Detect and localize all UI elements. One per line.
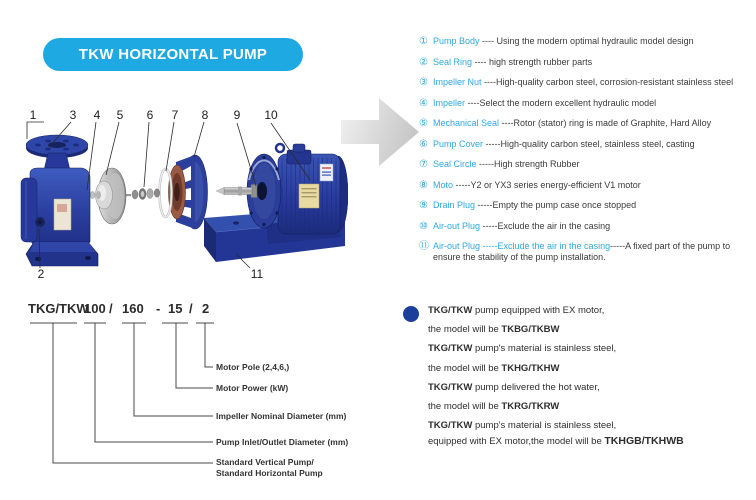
variant-line: TKG/TKW pump's material is stainless steel, <box>428 420 617 432</box>
model-segment-pole: 2 <box>202 301 210 316</box>
variant-line: TKG/TKW pump's material is stainless steel, <box>428 343 617 355</box>
part-number-7: 7 <box>171 108 179 122</box>
parts-list-item-10 <box>419 221 756 232</box>
label-pump-type-line1: Standard Vertical Pump/ <box>216 457 314 467</box>
item-number-icon: ② <box>419 56 428 68</box>
part-number-5: 5 <box>116 108 124 122</box>
item-text: Air-out Plug -----Exclude the air in the casing <box>433 220 611 231</box>
variant-line: the model will be TKHG/TKHW <box>428 362 560 374</box>
item-text: Seal Circle -----High strength Rubber <box>433 159 580 169</box>
part-number-6: 6 <box>146 108 154 122</box>
model-segment-impeller: 160 <box>122 301 144 316</box>
model-separator: / <box>109 301 113 316</box>
variant-line: the model will be TKRG/TKRW <box>428 400 560 412</box>
item-number-icon: ⑦ <box>419 159 428 170</box>
label-inlet-outlet-diameter: Pump Inlet/Outlet Diameter (mm) <box>216 437 349 447</box>
parts-list-item-5 <box>419 118 756 129</box>
pump-exploded-diagram <box>8 96 348 296</box>
item-text: Pump Cover -----High-quality carbon steel, stainless steel, casting <box>433 138 695 149</box>
item-number-icon: ⑪ <box>419 241 429 252</box>
part-number-9: 9 <box>233 108 241 122</box>
part-number-10: 10 <box>264 108 278 122</box>
variant-line: equipped with EX motor,the model will be TKHGB/TKHWB <box>428 435 684 448</box>
parts-list <box>419 36 756 273</box>
item-text: Seal Ring ---- high strength rubber parts <box>433 56 593 67</box>
pump-cover <box>169 155 208 229</box>
parts-list-item-6 <box>419 139 756 150</box>
part-number-8: 8 <box>201 108 209 122</box>
page-title: TKW HORIZONTAL PUMP <box>78 46 268 63</box>
label-pump-type-line2: Standard Horizontal Pump <box>216 467 323 478</box>
pump-body <box>21 135 98 266</box>
part-number-1: 1 <box>29 108 37 122</box>
part-number-11: 11 <box>250 267 264 281</box>
parts-list-item-2 <box>419 57 756 68</box>
variant-line: the model will be TKBG/TKBW <box>428 324 560 336</box>
variant-line: TKG/TKW pump delivered the hot water, <box>428 381 600 393</box>
parts-list-item-1 <box>419 36 756 47</box>
model-separator: - <box>156 301 161 316</box>
item-text: Impeller ----Select the modern excellent hydraulic model <box>433 97 657 108</box>
item-number-icon: ① <box>419 36 428 47</box>
page-title-banner <box>43 38 303 71</box>
label-pump-type <box>216 457 323 478</box>
motor-shaft <box>216 185 257 198</box>
item-number-icon: ⑩ <box>419 220 428 232</box>
model-segment-series: TKG/TKW <box>28 301 89 316</box>
label-motor-power: Motor Power (kW) <box>216 383 289 393</box>
parts-list-item-8 <box>419 180 756 191</box>
item-number-icon: ⑨ <box>419 200 428 211</box>
item-text: Air-out Plug -----Exclude the air in the casing-----A fixed part of the pump to ensure the stability of the pump installation. <box>433 241 733 262</box>
item-text: Pump Body ---- Using the modern optimal hydraulic model design <box>433 36 694 46</box>
label-impeller-diameter: Impeller Nominal Diameter (mm) <box>216 411 347 421</box>
model-segment-power: 15 <box>168 301 183 316</box>
item-number-icon: ⑥ <box>419 138 428 150</box>
part-number-2: 2 <box>37 267 45 281</box>
parts-list-item-4 <box>419 98 756 109</box>
right-arrow-icon <box>341 94 421 170</box>
parts-list-item-11 <box>419 241 756 263</box>
impeller <box>96 168 127 224</box>
item-number-icon: ⑤ <box>419 118 428 129</box>
model-separator: / <box>189 301 193 316</box>
item-number-icon: ③ <box>419 77 428 88</box>
parts-list-item-3 <box>419 77 756 88</box>
variant-line: TKG/TKW pump equipped with EX motor, <box>428 305 605 316</box>
model-segment-inlet: 100 <box>84 301 106 316</box>
item-text: Mechanical Seal ----Rotor (stator) ring is made of Graphite, Hard Alloy <box>433 118 712 128</box>
item-text: Moto -----Y2 or YX3 series energy-efficient V1 motor <box>433 179 641 190</box>
item-text: Impeller Nut ----High-quality carbon steel, corrosion-resistant stainless steel <box>433 77 734 87</box>
mechanical-seal <box>126 189 160 200</box>
item-text: Drain Plug -----Empty the pump case once stopped <box>433 200 637 210</box>
parts-list-item-9 <box>419 200 756 211</box>
model-variants <box>428 305 754 455</box>
item-number-icon: ⑧ <box>419 179 428 191</box>
part-number-3: 3 <box>69 108 77 122</box>
part-number-4: 4 <box>93 108 101 122</box>
item-number-icon: ④ <box>419 97 428 109</box>
label-motor-pole: Motor Pole (2,4,6,) <box>216 362 290 372</box>
pump-label-sticker <box>54 199 71 230</box>
bullet-icon <box>403 306 419 322</box>
parts-list-item-7 <box>419 159 756 170</box>
model-code-connector-lines <box>0 296 420 496</box>
lifting-eye <box>276 144 284 152</box>
